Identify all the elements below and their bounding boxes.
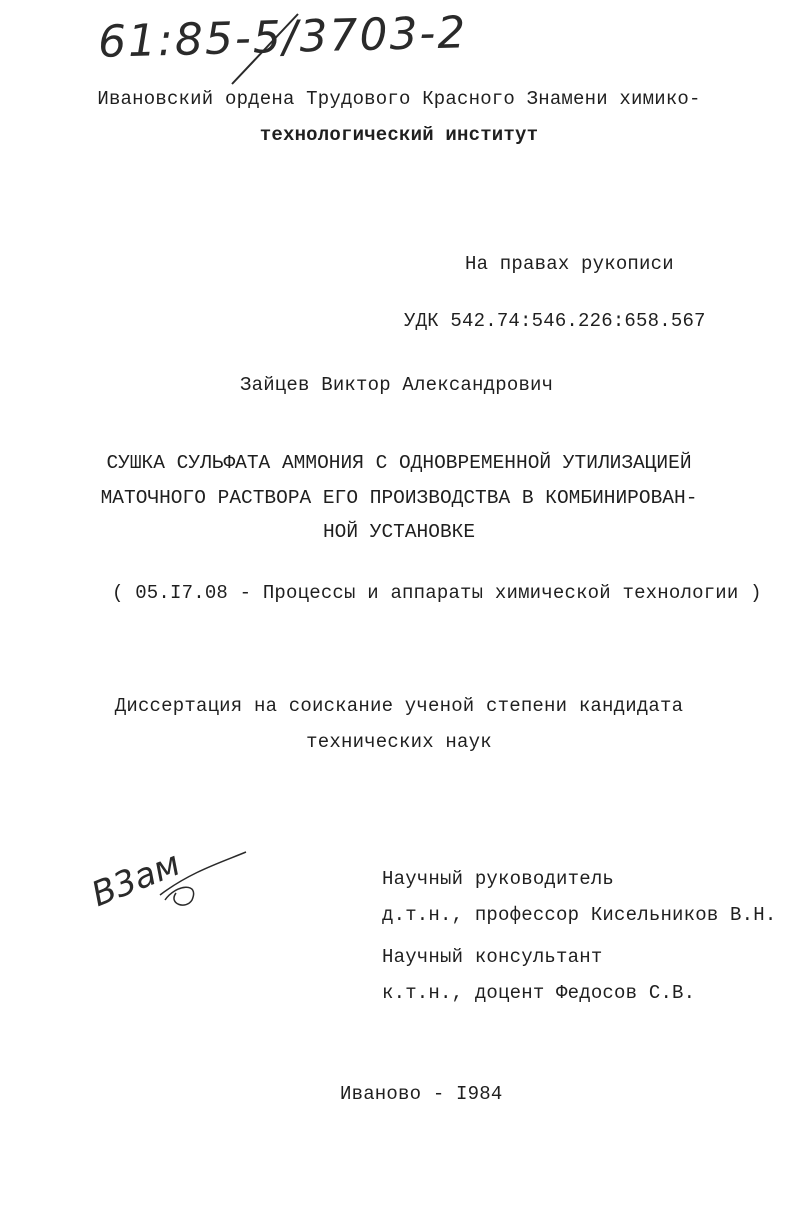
title-line-3: НОЙ УСТАНОВКЕ (322, 521, 476, 543)
consultant-label: Научный консультант (382, 946, 603, 968)
handwritten-note: В3ам (86, 843, 186, 916)
title-line-2: МАТОЧНОГО РАСТВОРА ЕГО ПРОИЗВОДСТВА В КОМБИНИРОВАН- (100, 487, 698, 509)
consultant-name: к.т.н., доцент Федосов С.В. (382, 982, 696, 1004)
institute-line-1: Ивановский ордена Трудового Красного Знамени химико- (97, 88, 701, 110)
degree-line-1: Диссертация на соискание ученой степени кандидата (114, 695, 684, 717)
degree-line-2: технических наук (306, 731, 492, 753)
supervisor-name: д.т.н., профессор Кисельников В.Н. (382, 904, 777, 926)
place-year: Иваново - I984 (340, 1083, 503, 1105)
rights-note: На правах рукописи (465, 253, 674, 275)
title-line-1: СУШКА СУЛЬФАТА АММОНИЯ С ОДНОВРЕМЕННОЙ УТИЛИЗАЦИЕЙ (106, 452, 692, 474)
archive-mark: 61:85-5/3703-2 (97, 7, 468, 68)
udc-code: УДК 542.74:546.226:658.567 (404, 310, 706, 332)
author-name: Зайцев Виктор Александрович (240, 374, 554, 396)
institute-line-2: технологический институт (259, 124, 539, 146)
specialty-code: ( 05.I7.08 - Процессы и аппараты химической технологии ) (112, 582, 762, 604)
supervisor-label: Научный руководитель (382, 868, 615, 890)
